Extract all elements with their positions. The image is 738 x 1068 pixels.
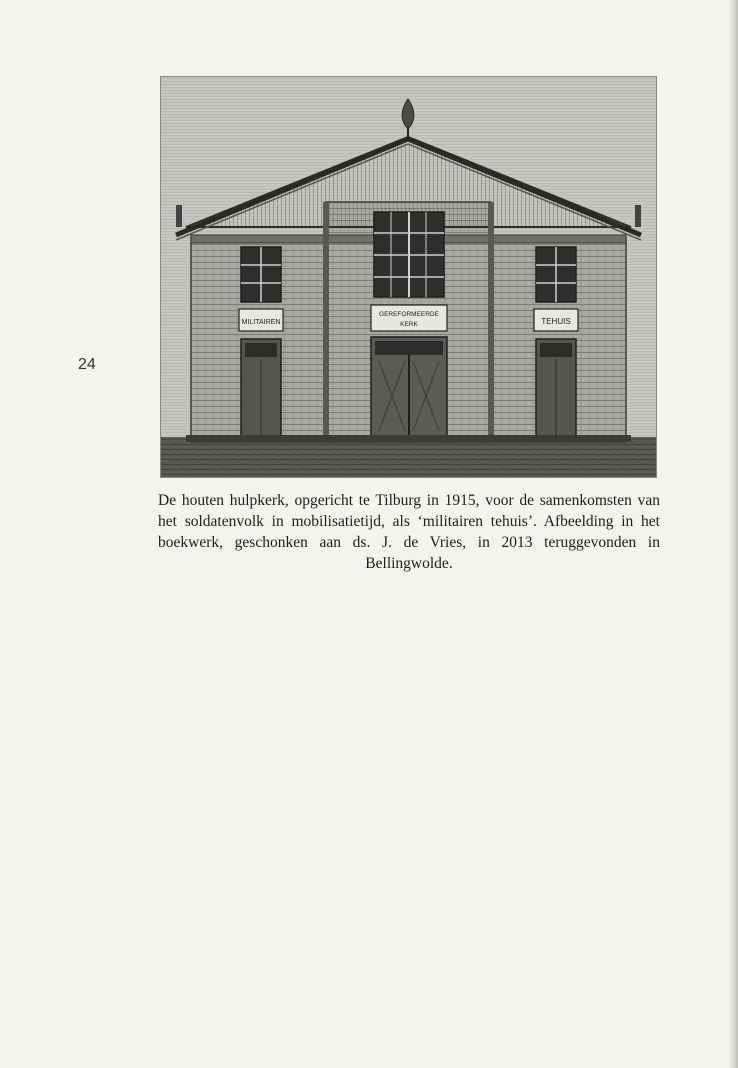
church-illustration bbox=[160, 76, 657, 478]
sign-center-line2: KERK bbox=[400, 321, 418, 328]
page-number: 24 bbox=[78, 356, 96, 373]
sign-center-line1: GEREFORMEERDE bbox=[379, 311, 439, 318]
page-spine-shadow bbox=[728, 0, 738, 1068]
church-drawing bbox=[161, 77, 656, 477]
ground bbox=[161, 437, 656, 477]
figure-caption: De houten hulpkerk, opgericht te Tilburg in 1915, voor de samenkomsten van het soldatenvolk in mobilisatietijd, als ‘militairen tehuis’. Afbeelding in het boekwerk, geschonken aan ds. J. de Vries, in 2013 teruggevonden in Bellingwolde. bbox=[158, 492, 660, 572]
sign-tehuis-text: TEHUIS bbox=[541, 317, 571, 326]
sign-militairen-text: MILITAIREN bbox=[241, 319, 281, 326]
